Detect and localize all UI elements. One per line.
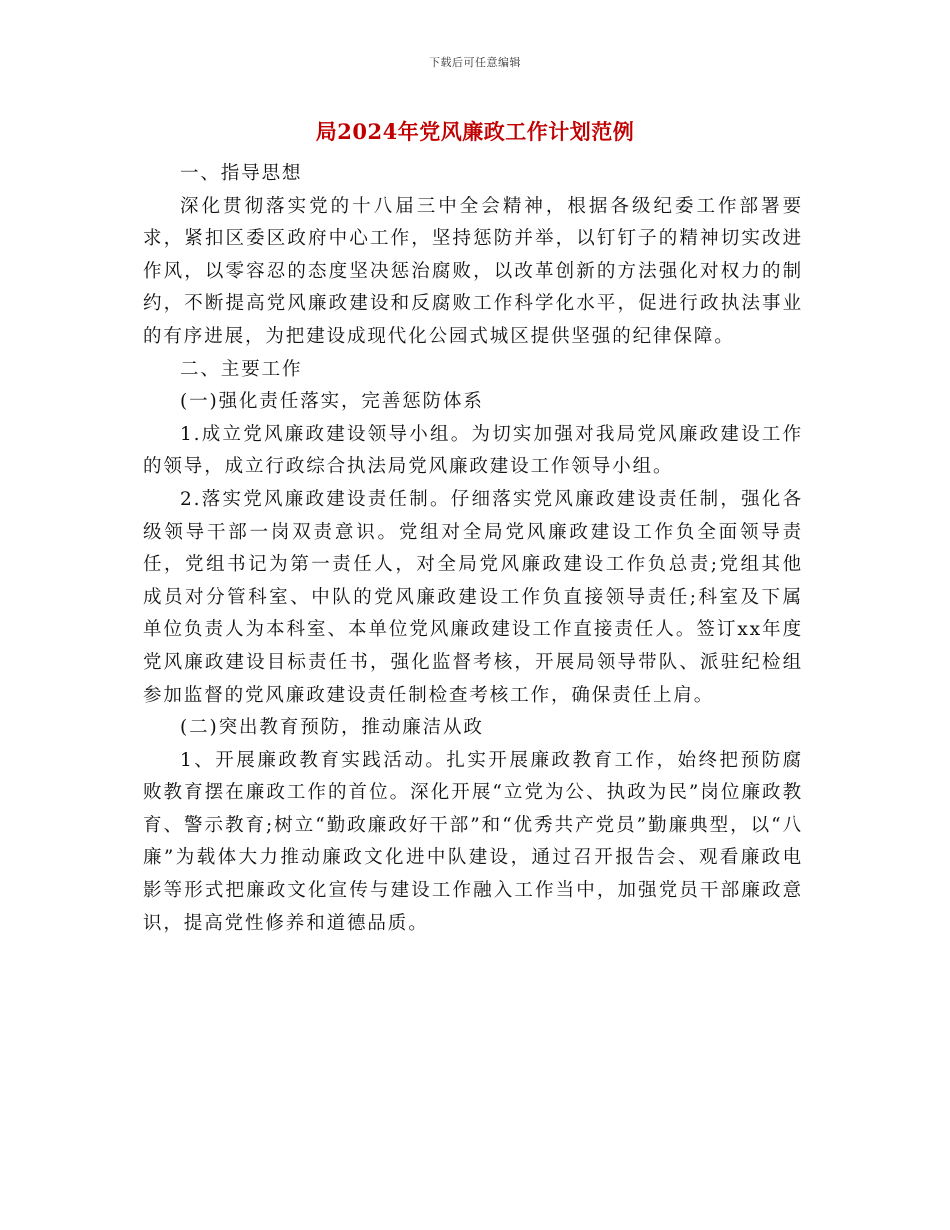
- document-title: 局2024年党风廉政工作计划范例: [315, 119, 635, 144]
- header-note: 下载后可任意编辑: [429, 56, 521, 69]
- section-heading-guiding-ideology: 一、指导思想: [180, 163, 303, 184]
- paragraph-responsibility-system: 2.落实党风廉政建设责任制。仔细落实党风廉政建设责任制，强化各级领导干部一岗双责意识。党组对全局党风廉政建设工作负全面领导责任，党组书记为第一责任人，对全局党风廉政建设工作负总责;党组其他成员对分管科室、中队的党风廉政建设工作负直接领导责任;科室及下属单位负责人为本科室、本单位党风廉政建设工作直接责任人。签订xx年度党风廉政建设目标责任书，强化监督考核，开展局领导带队、派驻纪检组参加监督的党风廉政建设责任制检查考核工作，确保责任上肩。: [143, 488, 803, 706]
- subsection-heading-responsibility: (一)强化责任落实，完善惩防体系: [180, 391, 484, 413]
- subsection-heading-education: (二)突出教育预防，推动廉洁从政: [180, 717, 484, 739]
- paragraph-leading-group: 1.成立党风廉政建设领导小组。为切实加强对我局党风廉政建设工作的领导，成立行政综合执法局党风廉政建设工作领导小组。: [143, 423, 803, 478]
- section-heading-main-work: 二、主要工作: [180, 358, 303, 380]
- paragraph-guiding-ideology: 深化贯彻落实党的十八届三中全会精神，根据各级纪委工作部署要求，紧扣区委区政府中心工作，坚持惩防并举，以钉钉子的精神切实改进作风，以零容忍的态度坚决惩治腐败，以改革创新的方法强化对权力的制约，不断提高党风廉政建设和反腐败工作科学化水平，促进行政执法事业的有序进展，为把建设成现代化公园式城区提供坚强的纪律保障。: [143, 195, 803, 347]
- document-body: [143, 158, 803, 940]
- paragraph-education-activities: 1、开展廉政教育实践活动。扎实开展廉政教育工作，始终把预防腐败教育摆在廉政工作的首位。深化开展“立党为公、执政为民”岗位廉政教育、警示教育;树立“勤政廉政好干部”和“优秀共产党员”勤廉典型，以“八廉”为载体大力推动廉政文化进中队建设，通过召开报告会、观看廉政电影等形式把廉政文化宣传与建设工作融入工作当中，加强党员干部廉政意识，提高党性修养和道德品质。: [143, 749, 803, 934]
